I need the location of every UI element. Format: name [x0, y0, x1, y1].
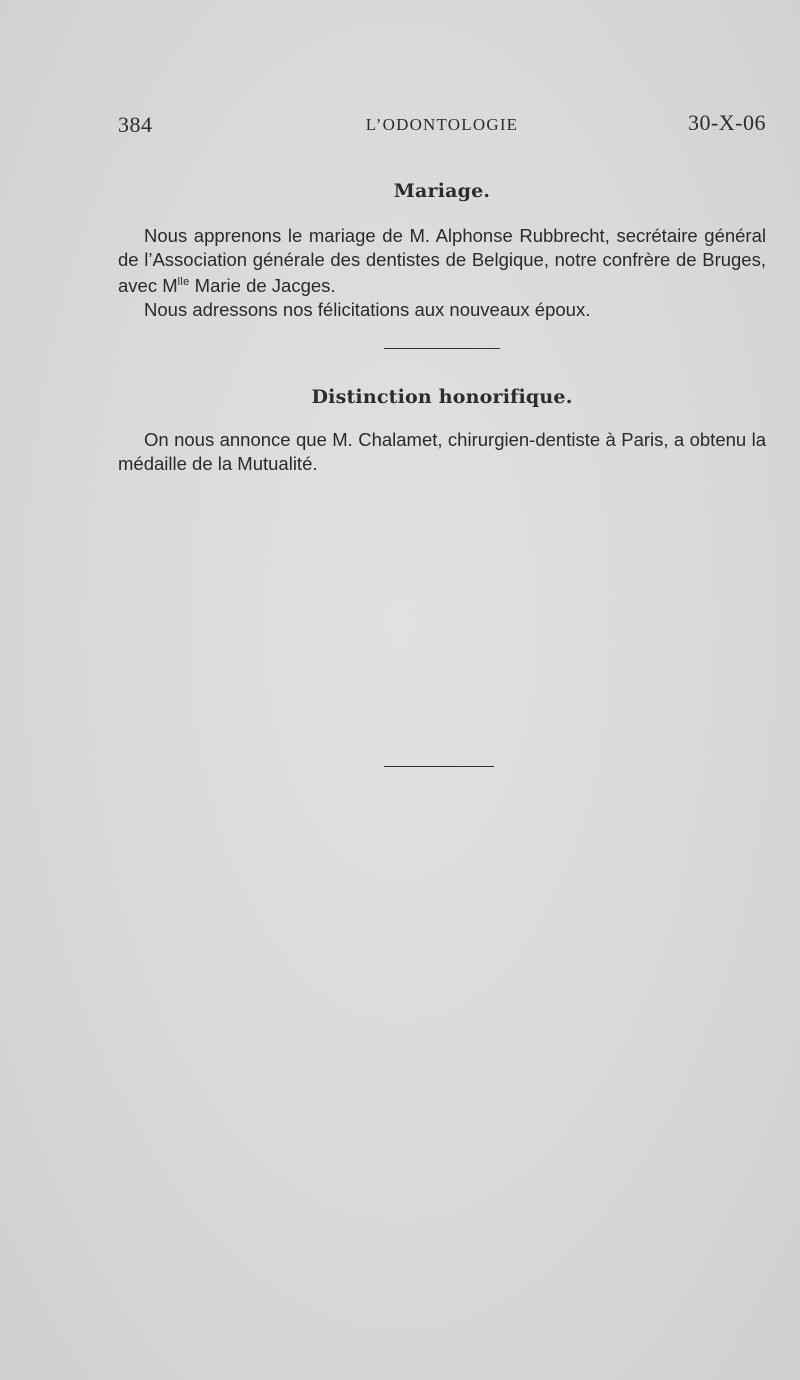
section-divider — [384, 348, 500, 349]
paragraph-announcement — [118, 224, 766, 298]
journal-title: L’ODONTOLOGIE — [365, 115, 519, 134]
section-body-distinction — [118, 428, 766, 475]
section-title-mariage: Mariage. — [393, 180, 491, 202]
running-header — [118, 108, 766, 142]
paragraph-congratulations: Nous adressons nos félicitations aux nouveaux époux. — [144, 298, 591, 320]
paragraph-text: Nous apprenons le mariage de M. Alphonse Rubbrecht, secrétaire général de l’Association générale des dentistes de Belgique, notre confrère de Bruges, avec M — [118, 225, 766, 296]
page-number: 384 — [118, 112, 153, 137]
section-body-mariage — [118, 224, 766, 321]
paragraph-distinction: On nous annonce que M. Chalamet, chirurgien-dentiste à Paris, a obtenu la médaille de la Mutualité. — [118, 429, 766, 474]
section-title-distinction: Distinction honorifique. — [311, 386, 573, 408]
title-abbreviation-superscript: lle — [177, 276, 190, 288]
issue-date: 30-X-06 — [687, 110, 766, 135]
paragraph-text: Marie de Jacges. — [189, 275, 336, 296]
end-divider — [384, 766, 494, 767]
